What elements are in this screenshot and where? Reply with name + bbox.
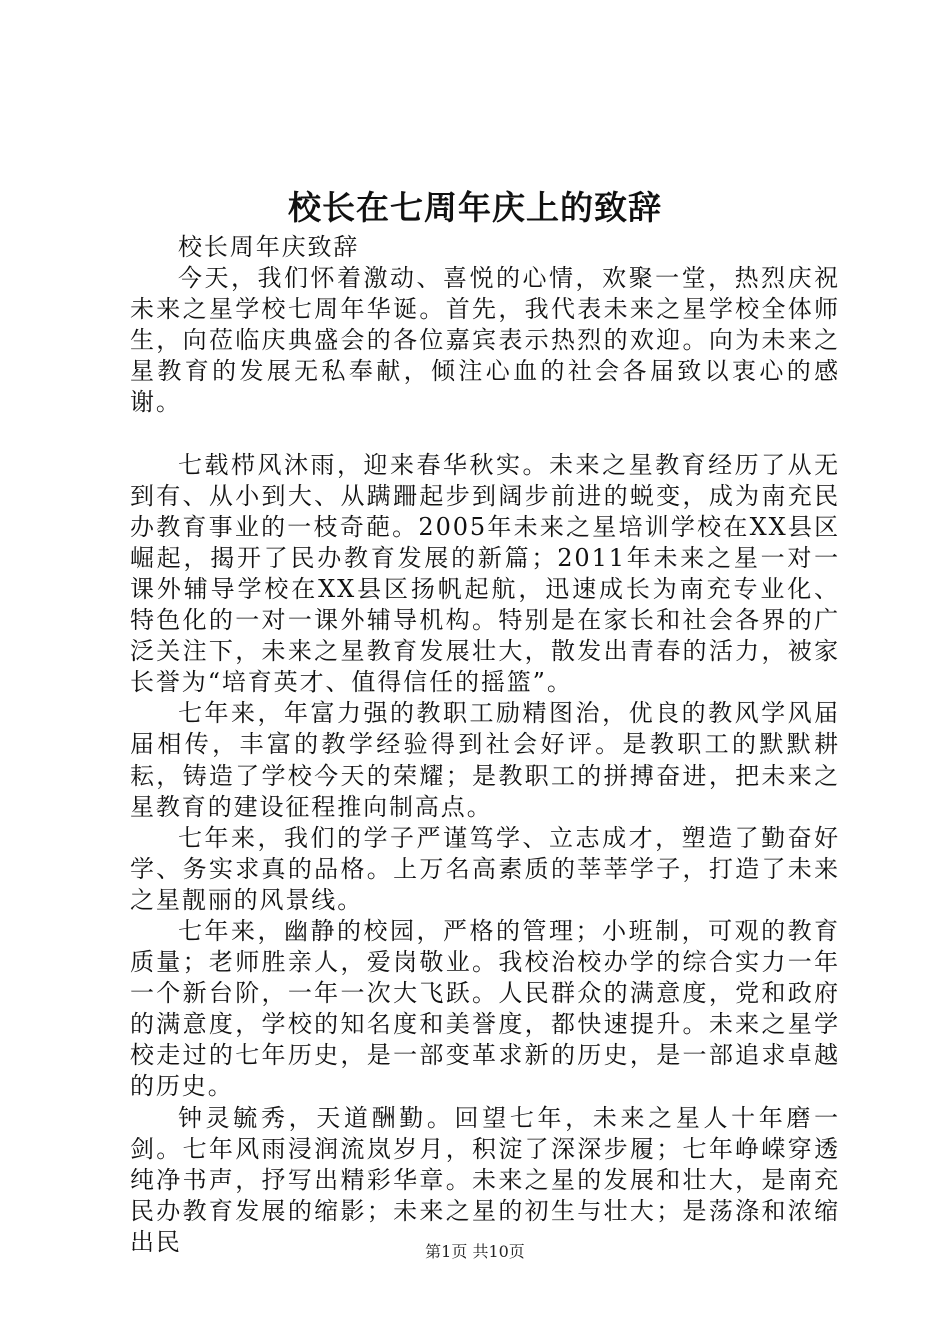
paragraph-history: 七载栉风沐雨，迎来春华秋实。未来之星教育经历了从无到有、从小到大、从蹒跚起步到阔步前进的蜕变，成为南充民办教育事业的一枝奇葩。2005年未来之星培训学校在XX县区崛起，揭开了民办教育发展的新篇；2011年未来之星一对一课外辅导学校在XX县区扬帆起航，迅速成长为南充专业化、特色化的一对一课外辅导机构。特别是在家长和社会各界的广泛关注下，未来之星教育发展壮大，散发出青春的活力，被家长誉为“培育英才、值得信任的摇篮”。: [130, 450, 840, 697]
paragraph-subtitle: 校长周年庆致辞: [178, 233, 360, 261]
paragraph-campus: 七年来，幽静的校园，严格的管理；小班制，可观的教育质量；老师胜亲人，爱岗敬业。我校治校办学的综合实力一年一个新台阶，一年一次大飞跃。人民群众的满意度，党和政府的满意度，学校的知名度和美誉度，都快速提升。未来之星学校走过的七年历史，是一部变革求新的历史，是一部追求卓越的历史。: [130, 916, 840, 1101]
paragraph-opening: 今天，我们怀着激动、喜悦的心情，欢聚一堂，热烈庆祝未来之星学校七周年华诞。首先，我代表未来之星学校全体师生，向莅临庆典盛会的各位嘉宾表示热烈的欢迎。向为未来之星教育的发展无私奉献，倾注心血的社会各届致以衷心的感谢。: [130, 264, 840, 417]
paragraph-retrospect: 钟灵毓秀，天道酬勤。回望七年，未来之星人十年磨一剑。七年风雨浸润流岚岁月，积淀了深深步履；七年峥嵘穿透纯净书声，抒写出精彩华章。未来之星的发展和壮大，是南充民办教育发展的缩影；未来之星的初生与壮大；是荡涤和浓缩出民: [130, 1103, 840, 1256]
document-title: 校长在七周年庆上的致辞: [288, 188, 662, 227]
paragraph-staff: 七年来，年富力强的教职工励精图治，优良的教风学风届届相传，丰富的教学经验得到社会好评。是教职工的默默耕耘，铸造了学校今天的荣耀；是教职工的拼搏奋进，把未来之星教育的建设征程推向制高点。: [130, 699, 840, 821]
page-number-footer: 第1页 共10页: [425, 1242, 525, 1261]
paragraph-students: 七年来，我们的学子严谨笃学、立志成才，塑造了勤奋好学、务实求真的品格。上万名高素质的莘莘学子，打造了未来之星靓丽的风景线。: [130, 823, 840, 914]
document-body: [130, 232, 840, 1258]
